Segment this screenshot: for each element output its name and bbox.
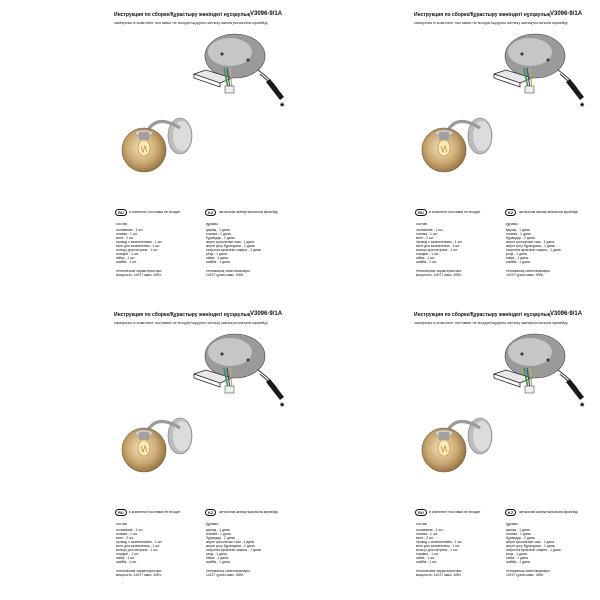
kz-contents-item: реңк - 1 дана. bbox=[506, 552, 528, 556]
ru-contents-heading: состав: bbox=[416, 222, 428, 226]
ru-specs-line: технические характеристики: bbox=[116, 569, 162, 573]
kz-contents-item: патронға арналған сақина - 1 дана. bbox=[206, 548, 262, 552]
ru-contents-item: гайка - 1 шт. bbox=[416, 556, 436, 560]
sheet-subtitle: саморезы в комплект поставки не входят/шурупы жеткізу жинақтылығына кірмейді bbox=[414, 320, 568, 325]
kz-specs-line: техникалық сипаттамалары: bbox=[206, 569, 251, 573]
screw-hole bbox=[247, 59, 250, 62]
ru-note: в комплект поставки не входит bbox=[129, 510, 181, 514]
sheet-title: Инструкция по сборке/Құрастыру жөніндегі нұсқаулық bbox=[414, 312, 551, 318]
ru-contents-item: плафон - 1 шт. bbox=[416, 552, 439, 556]
screw-hole bbox=[547, 359, 550, 362]
kz-contents-item: планка - 1 дана. bbox=[506, 532, 532, 536]
kz-note: жеткізілім жинақтылығына кірмейді bbox=[219, 210, 278, 214]
kz-contents-item: гайка - 1 дана. bbox=[206, 256, 229, 260]
ru-contents-item: провод с заземлением - 1 шт. bbox=[416, 540, 463, 544]
kz-contents-item: бұрандар - 2 дана. bbox=[506, 236, 536, 240]
kz-contents-item: планка - 1 дана. bbox=[206, 532, 232, 536]
light-bulb bbox=[438, 440, 450, 456]
ru-language-badge: RU bbox=[115, 509, 127, 516]
asterisk-mark: * bbox=[580, 101, 585, 110]
ru-contents-item: плафон - 1 шт. bbox=[116, 552, 139, 556]
kz-specs-line: техникалық сипаттамалары: bbox=[206, 269, 251, 273]
ru-contents-item: винт для заземления - 1 шт. bbox=[116, 544, 161, 548]
screw-hole bbox=[521, 353, 524, 356]
ru-specs-line: технические характеристики: bbox=[116, 269, 162, 273]
kz-contents-item: реңк - 1 дана. bbox=[206, 252, 228, 256]
kz-specs-line: техникалық сипаттамалары: bbox=[506, 569, 551, 573]
screw-hole bbox=[247, 359, 250, 362]
ru-contents-item: гайка - 1 шт. bbox=[116, 256, 136, 260]
kz-contents-item: қақпақ - 1 дана. bbox=[206, 528, 231, 532]
kz-contents-item: қақпақ - 1 дана. bbox=[506, 228, 531, 232]
ru-contents bbox=[416, 222, 462, 277]
screw-hole bbox=[547, 59, 550, 62]
asterisk-mark: * bbox=[280, 401, 285, 410]
terminal-block bbox=[525, 386, 534, 393]
wall-plate-highlight bbox=[508, 338, 552, 366]
kz-contents-item: патронға арналған сақина - 1 дана. bbox=[506, 248, 562, 252]
kz-contents-heading: құрамы: bbox=[506, 522, 519, 526]
kz-specs-line: 1xE27 қуаты макс. 40Вт. bbox=[206, 573, 244, 577]
kz-specs-line: 1xE27 қуаты макс. 40Вт. bbox=[206, 273, 244, 277]
ru-contents-item: планка - 1 шт. bbox=[416, 232, 438, 236]
ru-language-badge: RU bbox=[415, 509, 427, 516]
sheet-subtitle: саморезы в комплект поставки не входят/шурупы жеткізу жинақтылығына кірмейді bbox=[114, 320, 268, 325]
ru-contents-item: провод с заземлением - 1 шт. bbox=[116, 540, 163, 544]
wall-plate-highlight bbox=[208, 38, 252, 66]
kz-contents-item: гайка - 1 дана. bbox=[506, 256, 529, 260]
kz-contents bbox=[206, 222, 261, 277]
kz-language-badge: KZ bbox=[505, 509, 516, 516]
kz-specs-line: 1xE27 қуаты макс. 40Вт. bbox=[506, 273, 544, 277]
ru-note: в комплект поставки не входит bbox=[429, 210, 481, 214]
lamp-image bbox=[418, 408, 508, 478]
wall-plate-highlight bbox=[208, 338, 252, 366]
light-bulb bbox=[438, 140, 450, 156]
kz-contents-item: жерге қосылатын сым - 1 дана. bbox=[206, 540, 255, 544]
ru-contents-heading: состав: bbox=[116, 522, 128, 526]
kz-note: жеткізілім жинақтылығына кірмейді bbox=[219, 510, 278, 514]
kz-contents bbox=[506, 222, 561, 277]
kz-contents-item: шайба - 1 дана. bbox=[206, 560, 231, 564]
kz-contents-item: планка - 1 дана. bbox=[506, 232, 532, 236]
model-number: V3096-9/1A bbox=[550, 311, 583, 317]
kz-contents-heading: құрамы: bbox=[506, 222, 519, 226]
instruction-sheet bbox=[0, 0, 300, 300]
ru-contents-item: планка - 1 шт. bbox=[116, 532, 138, 536]
kz-language-badge: KZ bbox=[505, 209, 516, 216]
mounting-diagram bbox=[180, 330, 295, 410]
lamp-image bbox=[418, 108, 508, 178]
kz-specs-line: техникалық сипаттамалары: bbox=[506, 269, 551, 273]
kz-contents-item: жерге қосылатын сым - 1 дана. bbox=[206, 240, 255, 244]
ru-contents-item: кольцо для патрона - 1 шт. bbox=[116, 248, 158, 252]
kz-contents-item: реңк - 1 дана. bbox=[506, 252, 528, 256]
ru-contents-item: основание - 1 шт. bbox=[116, 528, 144, 532]
lamp-image bbox=[118, 108, 208, 178]
kz-contents-item: патронға арналған сақина - 1 дана. bbox=[206, 248, 262, 252]
ru-contents-heading: состав: bbox=[416, 522, 428, 526]
asterisk-mark: * bbox=[280, 101, 285, 110]
sheet-title: Инструкция по сборке/Құрастыру жөніндегі нұсқаулық bbox=[414, 12, 551, 18]
lamp-socket bbox=[439, 132, 449, 140]
asterisk-mark: * bbox=[580, 401, 585, 410]
kz-contents bbox=[506, 522, 561, 577]
screwdriver bbox=[566, 379, 584, 400]
instruction-sheet bbox=[300, 0, 600, 300]
kz-contents-item: бұрандар - 2 дана. bbox=[206, 536, 236, 540]
light-bulb bbox=[138, 440, 150, 456]
ru-specs-line: мощность: 1xE27 макс. 40Вт. bbox=[116, 273, 162, 277]
ru-specs-line: технические характеристики: bbox=[416, 269, 462, 273]
kz-contents-heading: құрамы: bbox=[206, 522, 219, 526]
ru-language-badge: RU bbox=[115, 209, 127, 216]
ru-contents-item: винт - 2 шт. bbox=[116, 236, 134, 240]
model-number: V3096-9/1A bbox=[550, 11, 583, 17]
ru-contents-item: гайка - 1 шт. bbox=[416, 256, 436, 260]
instruction-sheet bbox=[300, 300, 600, 600]
kz-contents-item: патронға арналған сақина - 1 дана. bbox=[506, 548, 562, 552]
kz-language-badge: KZ bbox=[205, 209, 216, 216]
lamp-socket bbox=[439, 432, 449, 440]
screwdriver bbox=[266, 79, 284, 100]
kz-contents bbox=[206, 522, 261, 577]
model-number: V3096-9/1A bbox=[250, 311, 283, 317]
ru-contents-item: винт - 2 шт. bbox=[116, 536, 134, 540]
kz-contents-item: бұрандар - 2 дана. bbox=[206, 236, 236, 240]
kz-contents-item: қақпақ - 1 дана. bbox=[506, 528, 531, 532]
kz-contents-item: жерге қосылатын сым - 1 дана. bbox=[506, 540, 555, 544]
ru-contents-item: винт - 2 шт. bbox=[416, 236, 434, 240]
screwdriver bbox=[566, 79, 584, 100]
ru-specs-line: мощность: 1xE27 макс. 40Вт. bbox=[416, 273, 462, 277]
kz-contents-item: жерге қосу бұрандасы - 1 дана. bbox=[506, 244, 556, 248]
kz-note: жеткізілім жинақтылығына кірмейді bbox=[519, 210, 578, 214]
mounting-diagram bbox=[180, 30, 295, 110]
terminal-block bbox=[225, 386, 234, 393]
mounting-diagram bbox=[480, 30, 595, 110]
kz-contents-item: жерге қосылатын сым - 1 дана. bbox=[506, 240, 555, 244]
screw-hole bbox=[521, 53, 524, 56]
ru-contents-item: плафон - 1 шт. bbox=[116, 252, 139, 256]
kz-contents-item: шайба - 1 дана. bbox=[506, 560, 531, 564]
ru-contents-item: основание - 1 шт. bbox=[116, 228, 144, 232]
kz-contents-item: гайка - 1 дана. bbox=[206, 556, 229, 560]
ru-contents bbox=[116, 222, 162, 277]
ru-contents-item: основание - 1 шт. bbox=[416, 528, 444, 532]
kz-contents-item: гайка - 1 дана. bbox=[506, 556, 529, 560]
sheet-title: Инструкция по сборке/Құрастыру жөніндегі нұсқаулық bbox=[114, 312, 251, 318]
ru-contents-item: провод с заземлением - 1 шт. bbox=[116, 240, 163, 244]
sheet-subtitle: саморезы в комплект поставки не входят/шурупы жеткізу жинақтылығына кірмейді bbox=[114, 20, 268, 25]
ru-contents-item: винт для заземления - 1 шт. bbox=[416, 544, 461, 548]
ru-contents-item: плафон - 1 шт. bbox=[416, 252, 439, 256]
kz-contents-item: қақпақ - 1 дана. bbox=[206, 228, 231, 232]
ru-note: в комплект поставки не входит bbox=[429, 510, 481, 514]
ru-contents-item: винт для заземления - 1 шт. bbox=[416, 244, 461, 248]
ru-contents-item: планка - 1 шт. bbox=[116, 232, 138, 236]
sheet-title: Инструкция по сборке/Құрастыру жөніндегі нұсқаулық bbox=[114, 12, 251, 18]
ru-specs-line: мощность: 1xE27 макс. 40Вт. bbox=[116, 573, 162, 577]
ru-contents-item: планка - 1 шт. bbox=[416, 532, 438, 536]
ru-note: в комплект поставки не входит bbox=[129, 210, 181, 214]
ru-contents-item: кольцо для патрона - 1 шт. bbox=[416, 248, 458, 252]
ru-contents-item: шайба - 1 шт. bbox=[416, 260, 437, 264]
lamp-socket bbox=[139, 432, 149, 440]
kz-contents-item: бұрандар - 2 дана. bbox=[506, 536, 536, 540]
kz-contents-item: жерге қосу бұрандасы - 1 дана. bbox=[506, 544, 556, 548]
terminal-block bbox=[225, 86, 234, 93]
kz-contents-item: шайба - 1 дана. bbox=[506, 260, 531, 264]
ru-contents-item: шайба - 1 шт. bbox=[116, 260, 137, 264]
ru-contents-item: винт - 2 шт. bbox=[416, 536, 434, 540]
light-bulb bbox=[138, 140, 150, 156]
mounting-diagram bbox=[480, 330, 595, 410]
ru-contents bbox=[416, 522, 462, 577]
ru-language-badge: RU bbox=[415, 209, 427, 216]
ru-contents-item: провод с заземлением - 1 шт. bbox=[416, 240, 463, 244]
ru-specs-line: мощность: 1xE27 макс. 40Вт. bbox=[416, 573, 462, 577]
kz-contents-item: реңк - 1 дана. bbox=[206, 552, 228, 556]
ru-contents-item: шайба - 1 шт. bbox=[416, 560, 437, 564]
kz-language-badge: KZ bbox=[205, 509, 216, 516]
ru-contents-item: гайка - 1 шт. bbox=[116, 556, 136, 560]
ru-specs-line: технические характеристики: bbox=[416, 569, 462, 573]
screw-hole bbox=[221, 353, 224, 356]
kz-contents-item: жерге қосу бұрандасы - 1 дана. bbox=[206, 244, 256, 248]
terminal-block bbox=[525, 86, 534, 93]
sheet-subtitle: саморезы в комплект поставки не входят/шурупы жеткізу жинақтылығына кірмейді bbox=[414, 20, 568, 25]
kz-specs-line: 1xE27 қуаты макс. 40Вт. bbox=[506, 573, 544, 577]
wall-plate-highlight bbox=[508, 38, 552, 66]
lamp-socket bbox=[139, 132, 149, 140]
ru-contents-item: шайба - 1 шт. bbox=[116, 560, 137, 564]
kz-contents-heading: құрамы: bbox=[206, 222, 219, 226]
kz-note: жеткізілім жинақтылығына кірмейді bbox=[519, 510, 578, 514]
kz-contents-item: планка - 1 дана. bbox=[206, 232, 232, 236]
kz-contents-item: шайба - 1 дана. bbox=[206, 260, 231, 264]
ru-contents-item: кольцо для патрона - 1 шт. bbox=[416, 548, 458, 552]
screwdriver bbox=[266, 379, 284, 400]
ru-contents-item: винт для заземления - 1 шт. bbox=[116, 244, 161, 248]
kz-contents-item: жерге қосу бұрандасы - 1 дана. bbox=[206, 544, 256, 548]
model-number: V3096-9/1A bbox=[250, 11, 283, 17]
lamp-image bbox=[118, 408, 208, 478]
ru-contents bbox=[116, 522, 162, 577]
ru-contents-heading: состав: bbox=[116, 222, 128, 226]
ru-contents-item: кольцо для патрона - 1 шт. bbox=[116, 548, 158, 552]
ru-contents-item: основание - 1 шт. bbox=[416, 228, 444, 232]
screw-hole bbox=[221, 53, 224, 56]
instruction-sheet bbox=[0, 300, 300, 600]
